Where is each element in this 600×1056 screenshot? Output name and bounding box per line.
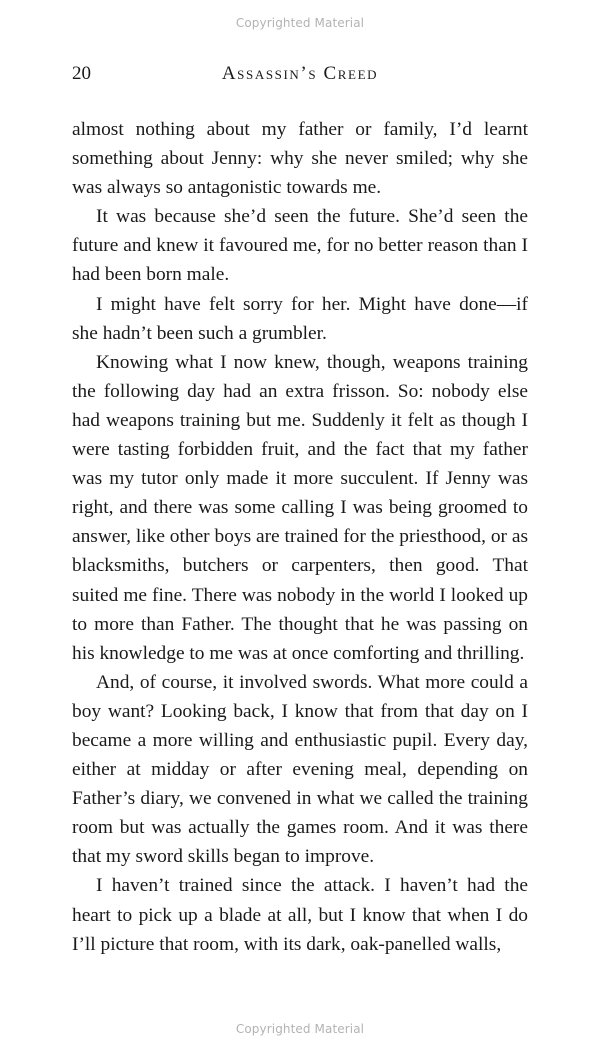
copyright-watermark-bottom: Copyrighted Material	[235, 1022, 365, 1036]
page-number: 20	[72, 63, 91, 84]
paragraph: I might have felt sorry for her. Might have done—if she hadn’t been such a grumbler.	[72, 293, 528, 344]
paragraph: Knowing what I now knew, though, weapons training the following day had an extra frisson. So: nobody else had weapons training but me. Suddenly it felt as though I were tasting forbidden fruit, and the fact that my father was my tutor only made it more succulent. If Jenny was right, and there was some calling I was being groomed to answer, like other boys are trained for the priesthood, or as blacksmiths, butchers or carpenters, then good. That suited me fine. There was nobody in the world I looked up to more than Father. The thought that he was passing on his knowledge to me was at once comforting and thrilling.	[72, 351, 528, 664]
copyright-watermark-top: Copyrighted Material	[235, 16, 365, 30]
paragraph: I haven’t trained since the attack. I haven’t had the heart to pick up a blade at all, but I know that when I do I’ll picture that room, with its dark, oak-panelled walls,	[72, 875, 528, 955]
paragraph: And, of course, it involved swords. What more could a boy want? Looking back, I know that from that day on I became a more willing and enthusiastic pupil. Every day, either at midday or after evening meal, depending on Father’s diary, we convened in what we called the training room but was actually the games room. And it was there that my sword skills began to improve.	[72, 671, 528, 868]
paragraph: almost nothing about my father or family, I’d learnt something about Jenny: why she never smiled; why she was always so antagonistic towards me.	[72, 119, 528, 199]
paragraph: It was because she’d seen the future. She’d seen the future and knew it favoured me, for no better reason than I had been born male.	[72, 206, 528, 286]
running-head-title: Assassin’s Creed	[221, 63, 379, 84]
body-text	[72, 115, 528, 959]
